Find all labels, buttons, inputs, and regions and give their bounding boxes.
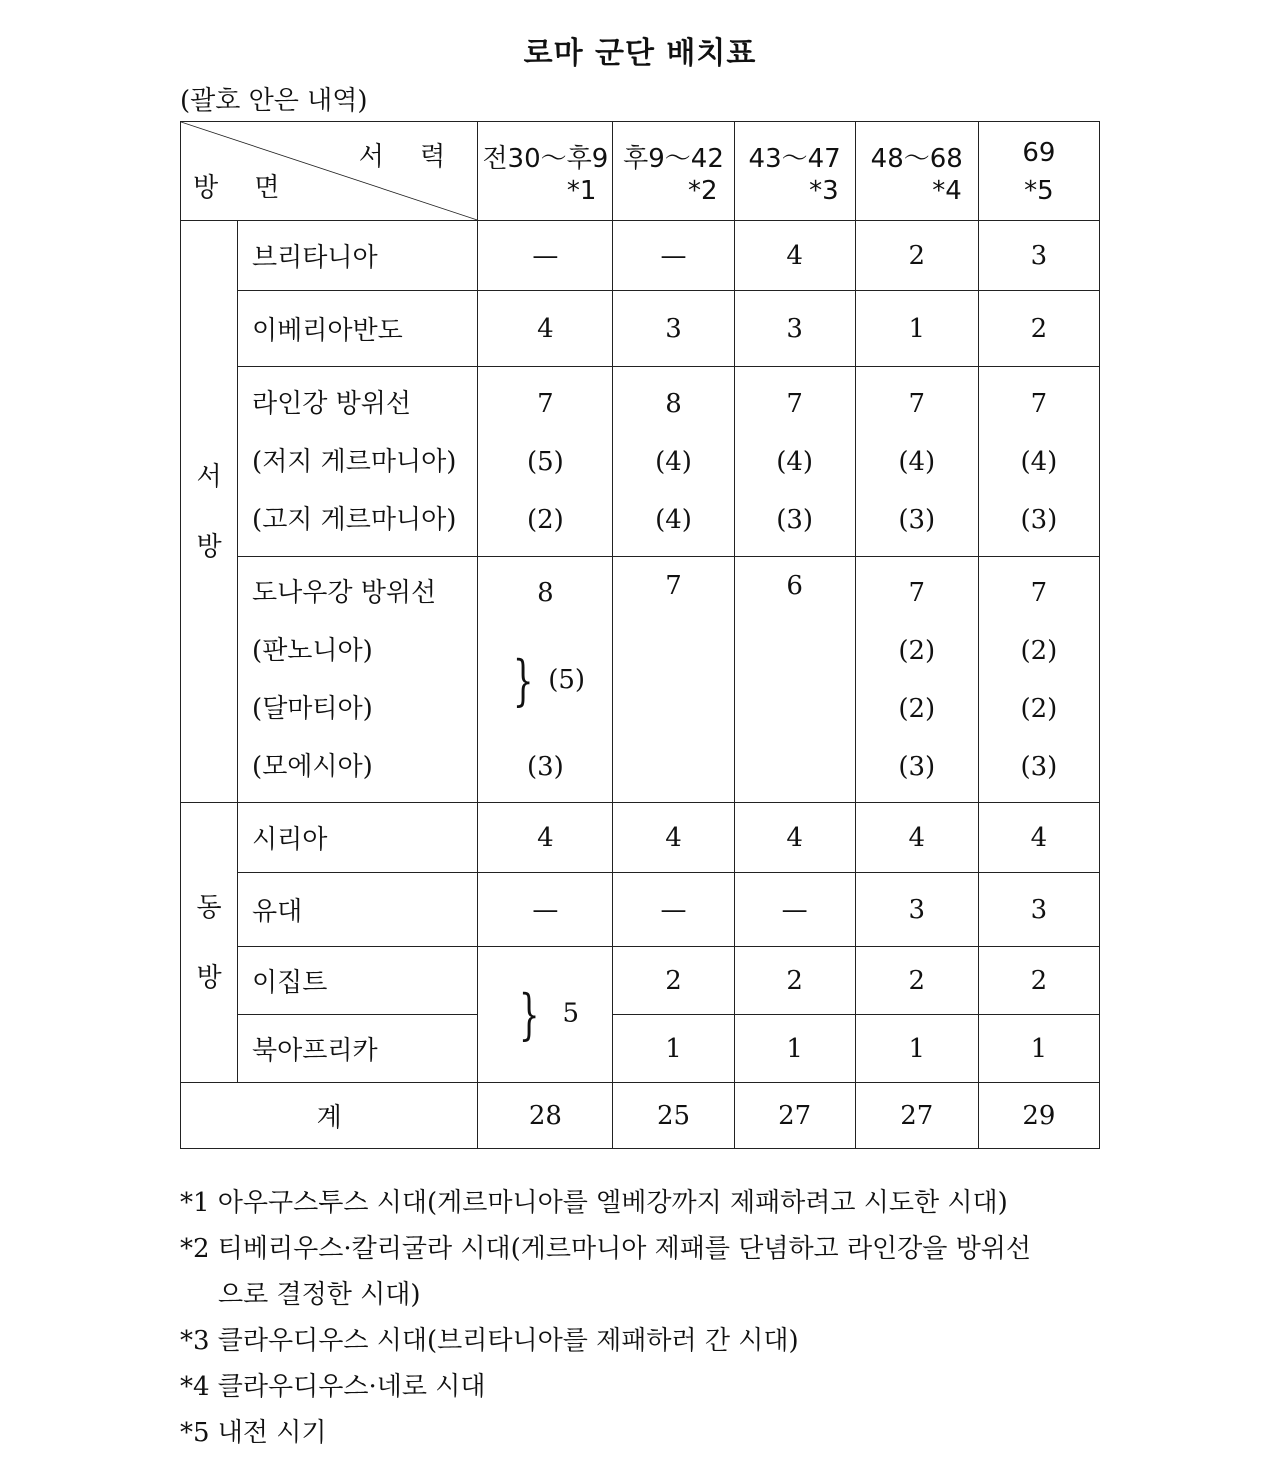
row-label: 브리타니아 xyxy=(238,221,478,291)
corner-cell xyxy=(181,122,478,221)
table-row: 도나우강 방위선 (판노니아) (달마티아) (모에시아) 8 } (5) (3) 7 6 7 (2) (2) (3) 7 (2) (2) (3) xyxy=(181,557,1100,803)
footnote: *1 아우구스투스 시대(게르마니아를 엘베강까지 제패하려고 시도한 시대) xyxy=(180,1188,1008,1218)
total-row: 계 28 25 27 27 29 xyxy=(181,1083,1100,1149)
row-label: 이집트 xyxy=(238,947,478,1015)
table-row: 이베리아반도 4 3 3 1 2 xyxy=(181,291,1100,367)
page-title: 로마 군단 배치표 xyxy=(523,36,757,71)
table-row: 북아프리카 1 1 1 1 xyxy=(181,1015,1100,1083)
brace-icon: } xyxy=(518,983,540,1046)
period-header: 43～47 *3 xyxy=(734,122,855,221)
row-label: 도나우강 방위선 (판노니아) (달마티아) (모에시아) xyxy=(238,557,478,803)
region-west: 서 방 xyxy=(181,221,238,803)
header-row xyxy=(181,122,1100,221)
row-label: 라인강 방위선 (저지 게르마니아) (고지 게르마니아) xyxy=(238,367,478,557)
corner-region-label: 방 면 xyxy=(193,173,294,203)
footnote: *5 내전 시기 xyxy=(180,1418,327,1448)
table-row: 유대 — — — 3 3 xyxy=(181,873,1100,947)
footnote: *3 클라우디우스 시대(브리타니아를 제패하러 간 시대) xyxy=(180,1326,799,1356)
period-header: 전30～후9 *1 xyxy=(478,122,613,221)
footnote-continuation: 으로 결정한 시대) xyxy=(218,1280,421,1310)
table-row: 이집트 } 5 2 2 2 2 xyxy=(181,947,1100,1015)
footnote: *2 티베리우스·칼리굴라 시대(게르마니아 제패를 단념하고 라인강을 방위선 xyxy=(180,1234,1032,1264)
table-row: 라인강 방위선 (저지 게르마니아) (고지 게르마니아) 7 (5) (2) 8 (4) (4) 7 (4) (3) 7 (4) (3) 7 (4) (3) xyxy=(181,367,1100,557)
period-header: 후9～42 *2 xyxy=(613,122,734,221)
region-east: 동 방 xyxy=(181,803,238,1083)
row-label: 이베리아반도 xyxy=(238,291,478,367)
period-header: 69 *5 xyxy=(978,122,1099,221)
row-label: 시리아 xyxy=(238,803,478,873)
brace-icon: } xyxy=(512,648,534,712)
period-header: 48～68 *4 xyxy=(855,122,978,221)
row-label: 북아프리카 xyxy=(238,1015,478,1083)
grouped-value: } (5) xyxy=(478,622,612,738)
table-row: 동 방 시리아 4 4 4 4 4 xyxy=(181,803,1100,873)
row-label: 유대 xyxy=(238,873,478,947)
total-label: 계 xyxy=(181,1083,478,1149)
corner-period-label: 서 력 xyxy=(358,142,460,172)
subtitle: (괄호 안은 내역) xyxy=(180,86,368,116)
footnote: *4 클라우디우스·네로 시대 xyxy=(180,1372,486,1402)
footnotes xyxy=(180,1180,1031,1456)
grouped-value: } 5 xyxy=(478,947,613,1083)
legion-table xyxy=(180,121,1100,1149)
table-row: 서 방 브리타니아 — — 4 2 3 xyxy=(181,221,1100,291)
